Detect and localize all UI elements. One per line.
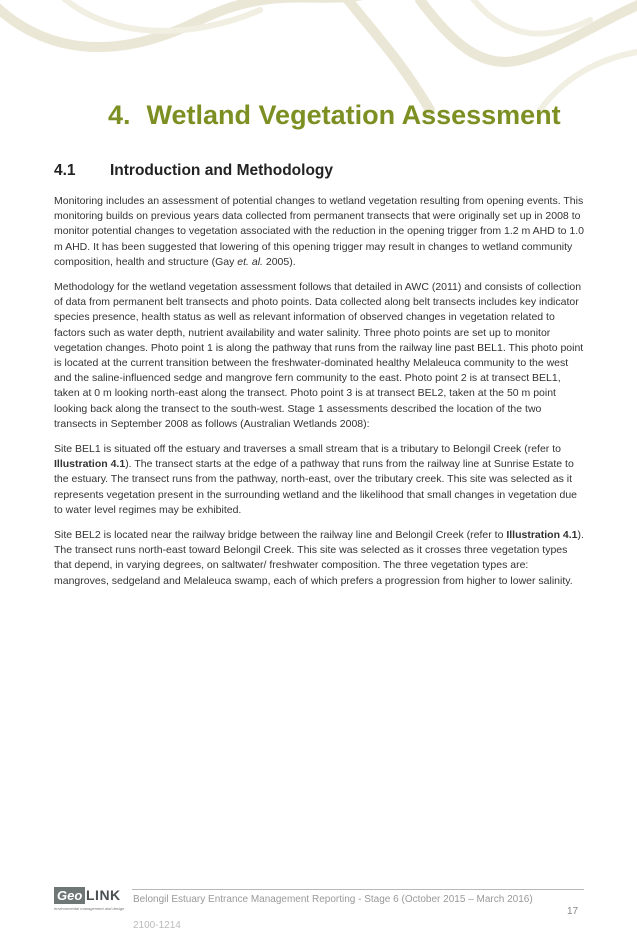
page-number: 17 [567, 906, 579, 917]
chapter-number: 4. [108, 100, 131, 130]
illustration-reference: Illustration 4.1 [506, 529, 578, 542]
section-heading [54, 162, 333, 180]
text-run: Site BEL2 is located near the railway bridge between the railway line and Belongil Creek (refer to [54, 529, 507, 542]
paragraph [54, 442, 584, 518]
logo-link: LINK [86, 887, 121, 903]
section-number: 4.1 [54, 162, 76, 179]
text-run: 2005). [262, 255, 296, 268]
footer-divider [132, 889, 584, 890]
footer-report-title: Belongil Estuary Entrance Management Reporting - Stage 6 (October 2015 – March 2016) [133, 894, 533, 905]
chapter-heading [108, 100, 561, 131]
logo-tagline: environmental management and design [54, 906, 125, 911]
text-run: ). The transect starts at the edge of a pathway that runs from the railway line at Sunrise Estate to the estuary. The transect runs from the pathway, north-east, over the tributary creek. This site was selected as it represents vegetation present in the surrounding wetland and the likelihood that small changes in vegetation due to water level regimes may be exhibited. [54, 458, 578, 516]
decorative-header-curves [0, 0, 637, 110]
text-run: Monitoring includes an assessment of potential changes to wetland vegetation resulting from opening events. This monitoring builds on previous years data collected from permanent transects that were originally set up in 2008 to monitor potential changes to vegetation associated with the reduction in the opening trigger from 1.2 m AHD to 1.0 m AHD. It has been suggested that lowering of this opening trigger may result in changes to wetland community composition, health and structure (Gay [54, 195, 584, 268]
text-run: Methodology for the wetland vegetation assessment follows that detailed in AWC (2011) and consists of collection of data from permanent belt transects and photo points. Data collected along belt transects includes key indicator species presence, health status as well as relevant information of observed changes in vegetation related to factors such as water depth, nutrient availability and water salinity. Three photo points are set up to monitor vegetation changes. Photo point 1 is along the pathway that runs from the railway line past BEL1. This photo point is located at the current transition between the freshwater-dominated healthy Melaleuca community to the west and the saline-influenced sedge and mangrove fern community to the east. Photo point 2 is at transect BEL1, taken at 0 m looking north-east along the transect. Photo point 3 is at transect BEL2, taken at the 50 m point looking back along the transect to the south-west. Stage 1 assessments described the location of the two transects in September 2008 as follows (Australian Wetlands 2008): [54, 281, 584, 430]
text-run-italic: et. al. [237, 255, 263, 268]
section-title: Introduction and Methodology [110, 162, 333, 179]
paragraph [54, 528, 584, 589]
illustration-reference: Illustration 4.1 [54, 458, 126, 471]
paragraph [54, 280, 584, 432]
logo-geo: Geo [54, 887, 85, 904]
geolink-logo [54, 887, 124, 915]
text-run: Site BEL1 is situated off the estuary and traverses a small stream that is a tributary to Belongil Creek (refer to [54, 443, 561, 456]
footer-job-number: 2100-1214 [133, 920, 181, 931]
paragraph [54, 194, 584, 270]
text-run: ). The transect runs north-east toward Belongil Creek. This site was selected as it crosses three vegetation types that depend, in varying degrees, on saltwater/ freshwater composition. The three vegetation types are: mangroves, sedgeland and Melaleuca swamp, each of which prefers a progression from higher to lower salinity. [54, 529, 584, 587]
chapter-title: Wetland Vegetation Assessment [146, 100, 561, 130]
body-text [54, 194, 584, 599]
